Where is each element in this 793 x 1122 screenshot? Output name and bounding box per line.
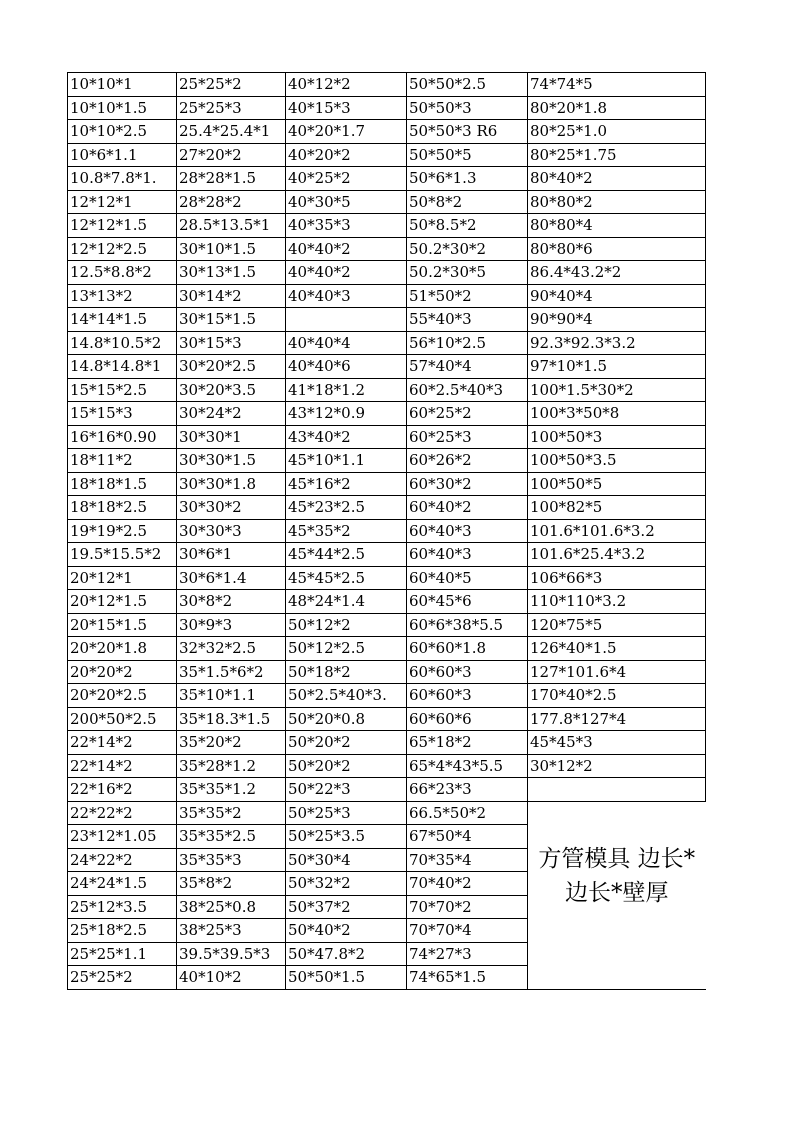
table-cell: 30*13*1.5: [177, 261, 286, 285]
table-row: [68, 613, 706, 637]
table-cell: 60*2.5*40*3: [407, 378, 528, 402]
table-cell: 41*18*1.2: [286, 378, 407, 402]
table-cell: 60*45*6: [407, 590, 528, 614]
table-cell: 74*74*5: [528, 73, 706, 97]
table-cell: 30*20*2.5: [177, 355, 286, 379]
table-cell: 35*8*2: [177, 872, 286, 896]
table-cell: 170*40*2.5: [528, 684, 706, 708]
table-cell: 40*40*4: [286, 331, 407, 355]
table-cell: 25*18*2.5: [68, 919, 177, 943]
table-cell: 40*40*2: [286, 261, 407, 285]
table-row: [68, 167, 706, 191]
table-cell: 10*6*1.1: [68, 143, 177, 167]
table-cell: 60*26*2: [407, 449, 528, 473]
table-cell: 126*40*1.5: [528, 637, 706, 661]
table-cell: 86.4*43.2*2: [528, 261, 706, 285]
table-cell: 23*12*1.05: [68, 825, 177, 849]
table-cell: 20*20*2: [68, 660, 177, 684]
table-cell: 30*30*1.5: [177, 449, 286, 473]
table-cell: 45*44*2.5: [286, 543, 407, 567]
table-cell: 30*30*3: [177, 519, 286, 543]
table-cell: 45*45*2.5: [286, 566, 407, 590]
table-cell: 60*6*38*5.5: [407, 613, 528, 637]
table-cell: 177.8*127*4: [528, 707, 706, 731]
table-cell: 50*50*2.5: [407, 73, 528, 97]
table-row: [68, 402, 706, 426]
table-cell: 80*25*1.0: [528, 120, 706, 144]
table-cell: 200*50*2.5: [68, 707, 177, 731]
table-cell: 67*50*4: [407, 825, 528, 849]
table-cell: 10*10*2.5: [68, 120, 177, 144]
table-cell: 45*10*1.1: [286, 449, 407, 473]
table-cell: 28*28*1.5: [177, 167, 286, 191]
table-cell: 30*8*2: [177, 590, 286, 614]
table-cell: 14.8*14.8*1: [68, 355, 177, 379]
table-row: [68, 684, 706, 708]
table-cell: 60*40*5: [407, 566, 528, 590]
table-cell: 97*10*1.5: [528, 355, 706, 379]
table-cell: 24*22*2: [68, 848, 177, 872]
table-cell: 30*30*1.8: [177, 472, 286, 496]
table-cell: 28.5*13.5*1: [177, 214, 286, 238]
table-cell: [528, 778, 706, 802]
table-cell: 40*10*2: [177, 966, 286, 990]
table-cell: 45*23*2.5: [286, 496, 407, 520]
table-cell: 39.5*39.5*3: [177, 942, 286, 966]
table-cell: [286, 308, 407, 332]
table-cell: 100*3*50*8: [528, 402, 706, 426]
table-cell: 45*35*2: [286, 519, 407, 543]
table-row: [68, 425, 706, 449]
table-cell: 19*19*2.5: [68, 519, 177, 543]
table-cell: 80*80*6: [528, 237, 706, 261]
table-cell: 30*14*2: [177, 284, 286, 308]
size-table: [67, 72, 706, 990]
table-cell: 13*13*2: [68, 284, 177, 308]
table-cell: 35*35*1.2: [177, 778, 286, 802]
table-cell: 50*12*2: [286, 613, 407, 637]
table-cell: 101.6*101.6*3.2: [528, 519, 706, 543]
table-cell: 127*101.6*4: [528, 660, 706, 684]
table-cell: 30*6*1.4: [177, 566, 286, 590]
table-cell: 100*82*5: [528, 496, 706, 520]
table-cell: 32*32*2.5: [177, 637, 286, 661]
table-cell: 50*18*2: [286, 660, 407, 684]
table-cell: 90*90*4: [528, 308, 706, 332]
table-cell: 35*10*1.1: [177, 684, 286, 708]
table-cell: 65*18*2: [407, 731, 528, 755]
table-row: [68, 496, 706, 520]
table-cell: 30*9*3: [177, 613, 286, 637]
table-row: [68, 590, 706, 614]
table-cell: 25*12*3.5: [68, 895, 177, 919]
table-cell: 50*20*2: [286, 754, 407, 778]
table-cell: 100*1.5*30*2: [528, 378, 706, 402]
table-cell: 50*20*2: [286, 731, 407, 755]
table-cell: 25*25*1.1: [68, 942, 177, 966]
table-row: [68, 73, 706, 97]
table-cell: 40*40*3: [286, 284, 407, 308]
table-cell: 40*15*3: [286, 96, 407, 120]
table-cell: 35*35*2: [177, 801, 286, 825]
table-cell: 50.2*30*5: [407, 261, 528, 285]
table-cell: 90*40*4: [528, 284, 706, 308]
table-cell: 60*40*3: [407, 519, 528, 543]
table-cell: 57*40*4: [407, 355, 528, 379]
table-cell: 40*40*6: [286, 355, 407, 379]
table-cell: 50*8*2: [407, 190, 528, 214]
table-cell: 15*15*2.5: [68, 378, 177, 402]
table-cell: 74*65*1.5: [407, 966, 528, 990]
table-row: [68, 143, 706, 167]
table-cell: 14.8*10.5*2: [68, 331, 177, 355]
table-cell: 45*45*3: [528, 731, 706, 755]
table-row: [68, 778, 706, 802]
table-cell: 120*75*5: [528, 613, 706, 637]
table-cell: 60*40*2: [407, 496, 528, 520]
table-row: [68, 331, 706, 355]
table-cell: 35*35*2.5: [177, 825, 286, 849]
table-cell: 60*25*3: [407, 425, 528, 449]
table-cell: 20*20*1.8: [68, 637, 177, 661]
table-cell: 38*25*0.8: [177, 895, 286, 919]
table-cell: 12.5*8.8*2: [68, 261, 177, 285]
table-cell: 50*12*2.5: [286, 637, 407, 661]
table-cell: 40*20*2: [286, 143, 407, 167]
table-cell: 65*4*43*5.5: [407, 754, 528, 778]
table-row: [68, 96, 706, 120]
table-cell: 22*14*2: [68, 731, 177, 755]
table-cell: 40*40*2: [286, 237, 407, 261]
table-cell: 30*20*3.5: [177, 378, 286, 402]
table-cell: 30*30*2: [177, 496, 286, 520]
table-cell: 20*20*2.5: [68, 684, 177, 708]
table-cell: 40*20*1.7: [286, 120, 407, 144]
table-row: [68, 707, 706, 731]
table-cell: 50*32*2: [286, 872, 407, 896]
table-cell: 25*25*2: [68, 966, 177, 990]
table-row: [68, 449, 706, 473]
table-cell: 50*20*0.8: [286, 707, 407, 731]
table-cell: 50*8.5*2: [407, 214, 528, 238]
table-cell: 19.5*15.5*2: [68, 543, 177, 567]
table-row: [68, 284, 706, 308]
table-cell: 12*12*2.5: [68, 237, 177, 261]
table-row: [68, 237, 706, 261]
table-cell: 100*50*5: [528, 472, 706, 496]
table-cell: 24*24*1.5: [68, 872, 177, 896]
note-label: 方管模具 边长*边长*壁厚: [528, 801, 706, 989]
table-cell: 25*25*3: [177, 96, 286, 120]
table-cell: 40*12*2: [286, 73, 407, 97]
table-cell: 35*20*2: [177, 731, 286, 755]
table-cell: 15*15*3: [68, 402, 177, 426]
table-cell: 50*30*4: [286, 848, 407, 872]
table-cell: 74*27*3: [407, 942, 528, 966]
table-cell: 50*40*2: [286, 919, 407, 943]
table-cell: 43*12*0.9: [286, 402, 407, 426]
table-cell: 70*70*4: [407, 919, 528, 943]
table-cell: 50*6*1.3: [407, 167, 528, 191]
table-cell: 10*10*1.5: [68, 96, 177, 120]
table-cell: 30*24*2: [177, 402, 286, 426]
table-row: [68, 378, 706, 402]
table-cell: 30*12*2: [528, 754, 706, 778]
table-cell: 100*50*3: [528, 425, 706, 449]
table-cell: 60*60*6: [407, 707, 528, 731]
table-cell: 22*14*2: [68, 754, 177, 778]
table-cell: 35*18.3*1.5: [177, 707, 286, 731]
table-cell: 18*11*2: [68, 449, 177, 473]
table-cell: 20*15*1.5: [68, 613, 177, 637]
table-row: [68, 472, 706, 496]
table-row: [68, 190, 706, 214]
table-cell: 22*16*2: [68, 778, 177, 802]
table-cell: 50*25*3: [286, 801, 407, 825]
table-row: [68, 308, 706, 332]
table-cell: 50*50*5: [407, 143, 528, 167]
table-cell: 50*2.5*40*3.: [286, 684, 407, 708]
table-cell: 18*18*2.5: [68, 496, 177, 520]
table-cell: 50*25*3.5: [286, 825, 407, 849]
table-cell: 80*40*2: [528, 167, 706, 191]
table-cell: 16*16*0.90: [68, 425, 177, 449]
table-cell: 28*28*2: [177, 190, 286, 214]
table-cell: 30*15*3: [177, 331, 286, 355]
table-cell: 35*28*1.2: [177, 754, 286, 778]
table-row: [68, 754, 706, 778]
table-cell: 80*20*1.8: [528, 96, 706, 120]
table-cell: 60*60*3: [407, 660, 528, 684]
table-cell: 66.5*50*2: [407, 801, 528, 825]
table-cell: 43*40*2: [286, 425, 407, 449]
table-cell: 50*50*3: [407, 96, 528, 120]
table-cell: 20*12*1: [68, 566, 177, 590]
table-row: [68, 261, 706, 285]
table-cell: 60*25*2: [407, 402, 528, 426]
table-cell: 18*18*1.5: [68, 472, 177, 496]
table-cell: 27*20*2: [177, 143, 286, 167]
table-cell: 50*47.8*2: [286, 942, 407, 966]
table-cell: 70*35*4: [407, 848, 528, 872]
table-cell: 100*50*3.5: [528, 449, 706, 473]
table-cell: 50*37*2: [286, 895, 407, 919]
table-cell: 50*50*3 R6: [407, 120, 528, 144]
table-row: [68, 566, 706, 590]
table-cell: 12*12*1.5: [68, 214, 177, 238]
table-cell: 60*60*3: [407, 684, 528, 708]
table-cell: 50*22*3: [286, 778, 407, 802]
table-cell: 40*25*2: [286, 167, 407, 191]
table-cell: 106*66*3: [528, 566, 706, 590]
table-row: [68, 519, 706, 543]
table-cell: 80*80*2: [528, 190, 706, 214]
table-cell: 80*80*4: [528, 214, 706, 238]
table-cell: 35*35*3: [177, 848, 286, 872]
table-cell: 30*30*1: [177, 425, 286, 449]
table-row: [68, 660, 706, 684]
table-cell: 48*24*1.4: [286, 590, 407, 614]
table-row: [68, 120, 706, 144]
table-cell: 30*15*1.5: [177, 308, 286, 332]
table-cell: 80*25*1.75: [528, 143, 706, 167]
table-cell: 14*14*1.5: [68, 308, 177, 332]
table-cell: 50*50*1.5: [286, 966, 407, 990]
table-cell: 40*30*5: [286, 190, 407, 214]
table-cell: 101.6*25.4*3.2: [528, 543, 706, 567]
table-cell: 60*30*2: [407, 472, 528, 496]
table-cell: 60*60*1.8: [407, 637, 528, 661]
table-cell: 25*25*2: [177, 73, 286, 97]
table-cell: 35*1.5*6*2: [177, 660, 286, 684]
table-cell: 66*23*3: [407, 778, 528, 802]
table-cell: 10*10*1: [68, 73, 177, 97]
table-cell: 12*12*1: [68, 190, 177, 214]
table-cell: 22*22*2: [68, 801, 177, 825]
table-cell: 45*16*2: [286, 472, 407, 496]
table-row: [68, 637, 706, 661]
table-row: [68, 731, 706, 755]
table-cell: 40*35*3: [286, 214, 407, 238]
table-cell: 50.2*30*2: [407, 237, 528, 261]
table-row: [68, 214, 706, 238]
table-cell: 70*40*2: [407, 872, 528, 896]
table-row: [68, 543, 706, 567]
table-cell: 60*40*3: [407, 543, 528, 567]
table-cell: 56*10*2.5: [407, 331, 528, 355]
table-cell: 30*6*1: [177, 543, 286, 567]
table-cell: 20*12*1.5: [68, 590, 177, 614]
table-cell: 25.4*25.4*1: [177, 120, 286, 144]
table-cell: 30*10*1.5: [177, 237, 286, 261]
table-row: [68, 355, 706, 379]
table-row: [68, 801, 706, 825]
table-cell: 92.3*92.3*3.2: [528, 331, 706, 355]
table-cell: 70*70*2: [407, 895, 528, 919]
table-cell: 110*110*3.2: [528, 590, 706, 614]
table-cell: 51*50*2: [407, 284, 528, 308]
table-cell: 55*40*3: [407, 308, 528, 332]
table-cell: 38*25*3: [177, 919, 286, 943]
table-cell: 10.8*7.8*1.: [68, 167, 177, 191]
